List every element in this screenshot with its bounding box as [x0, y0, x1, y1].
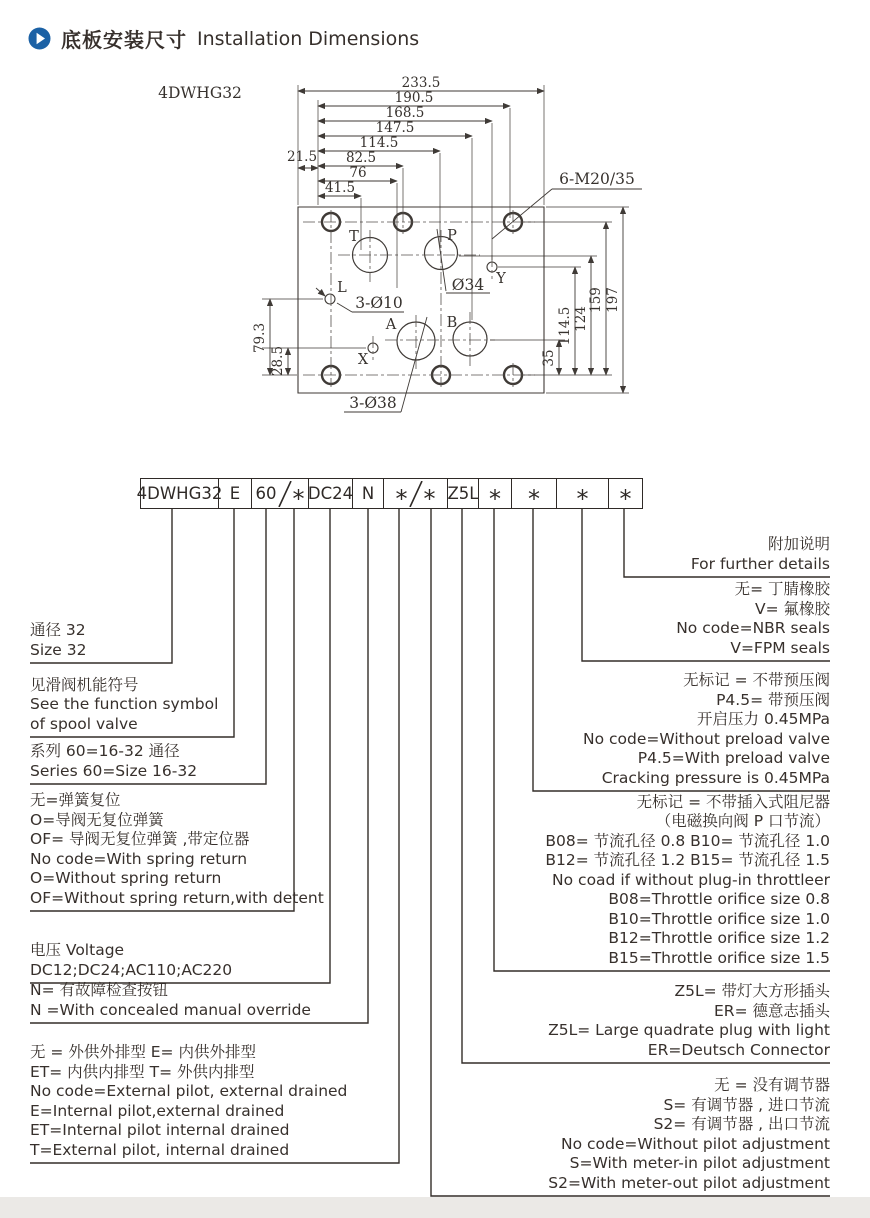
code-note-line: P4.5=With preload valve [637, 749, 830, 767]
code-note-line: B08= 节流孔径 0.8 B10= 节流孔径 1.0 [545, 831, 830, 850]
code-note-left-function-symbol [30, 676, 218, 735]
code-text: * [619, 484, 632, 513]
code-text: N [361, 484, 375, 503]
code-note-line: DC12;DC24;AC110;AC220 [30, 960, 233, 979]
extension-lines [262, 85, 629, 393]
code-note-line: O=Without spring return [30, 869, 222, 887]
hole-note-small: 3-Ø10 [355, 294, 403, 312]
code-note-right-further-details [691, 535, 830, 574]
code-text: * [395, 484, 408, 513]
code-text: 60 [255, 484, 277, 503]
code-note-left-series [30, 742, 197, 781]
code-note-left-spring-return [30, 791, 324, 908]
code-note-line: （电磁换向阀 P 口节流） [655, 812, 830, 830]
hole-note-p: Ø34 [451, 276, 485, 294]
code-note-right-throttle [545, 793, 830, 969]
code-note-line: S= 有调节器 , 进口节流 [663, 1095, 830, 1114]
centerlines [303, 210, 535, 387]
code-text: * [292, 484, 305, 513]
code-note-right-preload-valve [583, 671, 830, 788]
code-note-line: S2=With meter-out pilot adjustment [548, 1173, 830, 1192]
code-note-line: O=导阀无复位弹簧 [30, 810, 164, 829]
model-code-cell-2 [219, 479, 252, 508]
port-label-b: B [446, 315, 458, 331]
code-note-line: 系列 60=16-32 通径 [30, 742, 180, 760]
code-note-line: ET=Internal pilot internal drained [30, 1121, 290, 1139]
dim-168-5: 168.5 [385, 105, 425, 121]
dim-41-5: 41.5 [324, 180, 356, 196]
code-note-line: No coad if without plug-in throttleer [552, 870, 830, 889]
port-label-y: Y [496, 271, 506, 287]
page-edge [0, 1197, 870, 1218]
code-note-line: No code=NBR seals [676, 619, 830, 637]
code-note-line: Cracking pressure is 0.45MPa [601, 768, 830, 787]
code-note-line: 开启压力 0.45MPa [697, 710, 830, 728]
code-note-line: 无 = 没有调节器 [714, 1076, 830, 1094]
model-code-cell-10 [557, 479, 609, 513]
code-note-line: 无标记 = 不带预压阀 [683, 671, 830, 689]
code-text: 4DWHG32 [136, 484, 223, 503]
code-text: * [423, 484, 436, 513]
code-text: DC24 [307, 484, 354, 503]
code-note-line: B12= 节流孔径 1.2 B15= 节流孔径 1.5 [545, 851, 830, 869]
code-note-right-seals [676, 580, 830, 658]
port-label-t: T [349, 229, 359, 245]
code-note-line: Z5L= 带灯大方形插头 [674, 982, 830, 1000]
port-label-p: P [447, 228, 457, 244]
code-note-line: 无 = 外供外排型 E= 内供外排型 [30, 1043, 256, 1061]
code-note-line: No code=With spring return [30, 849, 248, 868]
dim-233-5: 233.5 [401, 75, 441, 91]
model-code-cell-11 [609, 479, 642, 513]
model-code-cell-9 [512, 479, 557, 513]
code-note-line: For further details [690, 554, 830, 573]
model-code-cell-8 [479, 479, 512, 513]
code-note-line: B12=Throttle orifice size 1.2 [608, 929, 830, 947]
dim-21-5: 21.5 [286, 149, 318, 165]
code-note-line: Z5L= Large quadrate plug with light [548, 1021, 830, 1039]
code-note-line: P4.5= 带预压阀 [716, 690, 830, 709]
code-note-line: 无=弹簧复位 [30, 791, 121, 809]
code-note-line: 附加说明 [767, 535, 830, 553]
port-label-l: L [337, 280, 347, 296]
model-code-cell-4 [309, 479, 353, 508]
code-slash [278, 481, 292, 507]
code-note-line: No code=Without pilot adjustment [561, 1134, 830, 1153]
code-text: E [229, 484, 241, 503]
page-title-en: Installation Dimensions [197, 27, 420, 50]
code-note-left-manual-override [30, 981, 311, 1020]
code-note-line: B08=Throttle orifice size 0.8 [608, 890, 830, 908]
code-note-line: ER= 德意志插头 [714, 1001, 830, 1020]
code-slash [409, 481, 423, 507]
code-note-line: 电压 Voltage [30, 941, 125, 959]
code-note-line: V=FPM seals [730, 638, 830, 657]
code-text: * [528, 484, 540, 513]
dim-82-5: 82.5 [345, 150, 377, 166]
thread-note: 6-M20/35 [559, 170, 635, 188]
code-note-line: of spool valve [30, 714, 138, 733]
model-code-cell-1 [136, 479, 223, 508]
dim-124: 124 [573, 306, 589, 332]
code-note-line: N= 有故障检查按钮 [30, 981, 169, 999]
code-note-line: See the function symbol [30, 695, 219, 713]
drawing-model-label: 4DWHG32 [158, 84, 242, 102]
code-note-line: 通径 32 [30, 621, 86, 639]
code-note-line: 无标记 = 不带插入式阻尼器 [636, 792, 830, 811]
hole-note-main: 3-Ø38 [349, 394, 397, 412]
code-note-right-pilot-adjustment [548, 1076, 830, 1193]
code-note-line: No code=External pilot, external drained [30, 1082, 348, 1100]
dim-190-5: 190.5 [394, 90, 434, 106]
code-note-line: 无= 丁腈橡胶 [734, 580, 830, 598]
page-title-zh: 底板安装尺寸 [61, 28, 187, 52]
code-note-line: Size 32 [30, 640, 87, 659]
code-note-left-pilot-drain [30, 1043, 347, 1160]
port-label-a: A [385, 317, 397, 333]
code-note-line: Series 60=Size 16-32 [30, 761, 198, 780]
code-text: Z5L [447, 484, 479, 503]
play-circle-icon [28, 27, 51, 50]
code-note-line: E=Internal pilot,external drained [30, 1101, 285, 1120]
dim-76: 76 [349, 165, 367, 181]
model-code-table [136, 478, 643, 513]
model-code-cell-3 [252, 479, 309, 513]
model-code-cell-6 [384, 479, 448, 513]
code-note-line: S=With meter-in pilot adjustment [569, 1154, 830, 1172]
code-note-line: No code=Without preload valve [582, 729, 830, 748]
section-header [28, 24, 419, 53]
dim-114-5-top: 114.5 [359, 135, 399, 151]
code-note-line: OF= 导阀无复位弹簧 ,带定位器 [30, 830, 250, 848]
mounting-plate-drawing [0, 60, 870, 460]
code-text: * [576, 484, 589, 513]
dim-35: 35 [541, 349, 557, 367]
port-label-x: X [357, 352, 369, 368]
code-note-line: N =With concealed manual override [30, 1000, 311, 1019]
code-note-line: OF=Without spring return,with detent [30, 888, 324, 907]
code-note-line: ER=Deutsch Connector [647, 1040, 830, 1059]
code-text: * [489, 484, 501, 513]
model-code-cell-7 [448, 479, 479, 508]
code-note-line: V= 氟橡胶 [754, 599, 830, 618]
code-note-line: B15=Throttle orifice size 1.5 [608, 948, 830, 967]
dim-114-5-right: 114.5 [557, 306, 573, 346]
dim-147-5: 147.5 [375, 120, 415, 136]
dim-28-5: 28.5 [270, 345, 286, 377]
code-note-line: B10=Throttle orifice size 1.0 [608, 909, 830, 928]
code-note-line: S2= 有调节器 , 出口节流 [653, 1115, 830, 1133]
dim-197: 197 [605, 287, 621, 313]
dim-79-3: 79.3 [252, 322, 268, 354]
code-note-line: ET= 内供内排型 T= 外供内排型 [30, 1062, 255, 1081]
model-code-cell-5 [353, 479, 384, 508]
code-note-line: T=External pilot, internal drained [30, 1140, 290, 1159]
code-note-left-voltage [30, 941, 232, 980]
code-note-left-size [30, 621, 86, 660]
code-note-right-connector [548, 982, 830, 1060]
dim-159: 159 [588, 287, 604, 313]
code-note-line: 见滑阀机能符号 [30, 675, 139, 694]
